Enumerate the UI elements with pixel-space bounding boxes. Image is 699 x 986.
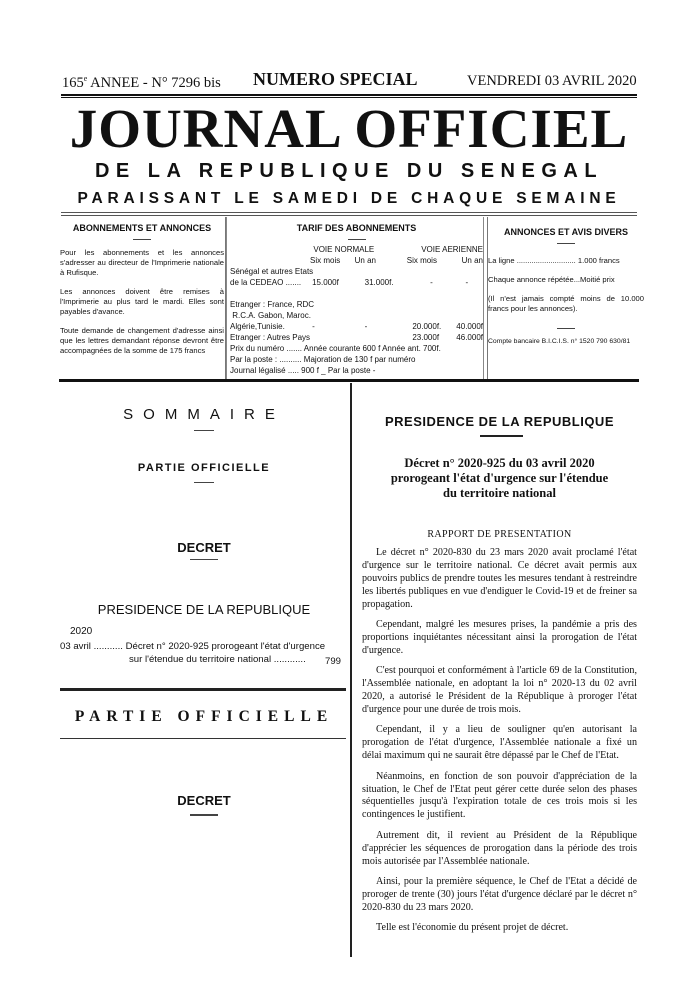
tariff-cell: 40.000f: [456, 322, 483, 331]
divider: [60, 814, 348, 816]
tariff-box: [225, 217, 488, 379]
header-rule-1: [61, 212, 637, 213]
tariff-cell: [230, 288, 232, 299]
toc-entry[interactable]: 03 avril ........... Décret n° 2020-925 prorogeant l'état d'urgence: [60, 641, 326, 652]
official-part-rule: [60, 738, 346, 739]
report-paragraph: C'est pourquoi et conformément à l'article 69 de la Constitution, l'Assemblée nationale, en adoptant la loi n° 2020-13 du 02 avril 2020, a autorisé le Président de la République à proroger l'état d'urgence pour une durée de trois mois.: [362, 665, 637, 715]
tariff-row: [230, 277, 483, 288]
subscriptions-box: [58, 217, 227, 379]
decree-title-line: Décret n° 2020-925 du 03 avril 2020: [404, 456, 595, 470]
report-paragraph: Cependant, il y a lieu de souligner qu'en autorisant la prorogation de l'état d'urgence, l'Assemblée nationale a fixé un délai maximum qui ne saurait être dépassé par le Chef de l'Etat.: [362, 724, 637, 762]
column-divider: [350, 383, 352, 957]
summary-year: 2020: [70, 626, 93, 637]
divider: [348, 239, 366, 240]
summary-presidency: PRESIDENCE DE LA REPUBLIQUE: [97, 602, 311, 617]
journal-title: JOURNAL OFFICIEL: [69, 98, 629, 159]
presidency-heading: PRESIDENCE DE LA REPUBLIQUE: [385, 414, 614, 429]
tariff-cell: [365, 332, 413, 343]
subscriptions-title: ABONNEMENTS ET ANNONCES: [72, 223, 212, 233]
summary-section-heading: PARTIE OFFICIELLE: [137, 462, 271, 474]
divider: [60, 559, 348, 560]
tariff-cell: Algérie,Tunisie.: [230, 322, 285, 331]
bank-account: Compte bancaire B.I.C.I.S. n° 1520 790 630/81: [488, 338, 631, 345]
minimum-note: (Il n'est jamais compté moins de 10.000 francs pour les annonces).: [488, 294, 644, 313]
tariff-row: [230, 299, 483, 310]
decree-title-line: prorogeant l'état d'urgence sur l'étendue: [390, 471, 609, 485]
publication-frequency: PARAISSANT LE SAMEDI DE CHAQUE SEMAINE: [77, 190, 621, 207]
issue-number: [62, 74, 221, 92]
tariff-line: Journal légalisé ..... 900 f _ Par la poste -: [230, 366, 376, 375]
header-bottom-rule: [59, 379, 639, 382]
announcements-box: [483, 217, 648, 379]
report-paragraph: Néanmoins, en fonction de son pouvoir d'appréciation de la situation, le Chef de l'Etat peut gérer cette durée selon des phases séquentielles jusqu'à l'expiration totale de ces trois mois si les contingences le justifient.: [362, 770, 637, 821]
tariff-line: Par la poste : .......... Majoration de 130 f par numéro: [230, 355, 416, 364]
official-part-heading: PARTIE OFFICIELLE: [74, 708, 334, 725]
tariff-cell: Etranger : Autres Pays: [230, 333, 311, 342]
tariff-cell: -: [364, 322, 368, 331]
divider: [133, 239, 151, 240]
tariff-line: Prix du numéro ....... Année courante 600 f Année ant. 700f.: [230, 344, 441, 353]
subscriptions-paragraph: Les annonces doivent être remises à l'Imprimerie au plus tard le mardi. Elles sont payables d'avance.: [60, 287, 224, 316]
divider: [557, 328, 575, 329]
tariff-cell: [230, 244, 313, 255]
divider: [557, 243, 575, 244]
tariff-cell: 31.000f.: [364, 278, 394, 287]
report-body: [362, 547, 637, 943]
announcements-title: ANNONCES ET AVIS DIVERS: [503, 227, 629, 237]
tariff-cell: [230, 255, 310, 266]
summary-decree-heading: DECRET: [177, 540, 231, 555]
report-paragraph: Ainsi, pour la première séquence, le Chef de l'Etat a décidé de proroger de trente (30) jours l'état d'urgence déclaré par le décret n° 2020-830 du 23 mars 2020.: [362, 875, 637, 913]
tariff-cell: Etranger : France, RDC: [230, 300, 315, 309]
divider: [60, 430, 348, 431]
tariff-cell: 20.000f.: [412, 322, 442, 331]
decree-title: [362, 456, 637, 501]
tariff-cell: -: [430, 278, 433, 287]
annee-sup: e: [83, 74, 88, 83]
summary-title: SOMMAIRE: [123, 406, 285, 423]
toc-page-number: 799: [325, 656, 342, 667]
tariff-cell: VOIE AERIENNE: [421, 245, 483, 254]
special-edition-label: NUMERO SPECIAL: [253, 69, 418, 89]
tariff-cell: Un an: [461, 256, 483, 265]
subscriptions-paragraph: Toute demande de changement d'adresse ainsi que les lettres demandant réponse devront être accompagnées de la somme de 175 francs: [60, 326, 224, 355]
masthead-rule: [61, 94, 637, 96]
tariff-cell: Un an: [354, 256, 376, 265]
divider: [480, 435, 523, 437]
tariff-cell: 23.000f: [412, 333, 440, 342]
tariff-table: [230, 244, 483, 343]
tariff-cell: 15.000f: [312, 278, 339, 287]
annee-num: 165: [62, 74, 84, 91]
tariff-row: [230, 332, 483, 343]
journal-subtitle: DE LA REPUBLIQUE DU SENEGAL: [94, 160, 604, 182]
tariff-cell: [312, 332, 365, 343]
price-per-line: La ligne ............................ 1.000 francs: [488, 256, 620, 265]
decree-title-line: du territoire national: [443, 486, 556, 500]
report-paragraph: Le décret n° 2020-830 du 23 mars 2020 avait proclamé l'état d'urgence sur le territoire national. Ce décret avait permis aux pouvoirs publics de prendre toutes les mesures tendant à restreindre les libertés publiques en vue d'endiguer le Covid-19 et de freiner sa propagation.: [362, 547, 637, 610]
toc-entry-continuation[interactable]: sur l'étendue du territoire national ............: [129, 654, 306, 665]
tariff-cell: R.C.A. Gabon, Maroc.: [230, 311, 311, 320]
tariff-cell: -: [312, 322, 315, 331]
tariff-row: [230, 255, 483, 266]
tariff-cell: Six mois: [310, 256, 341, 265]
tariff-cell: -: [465, 278, 469, 287]
report-paragraph: Telle est l'économie du présent projet de décret.: [376, 922, 569, 934]
tariff-cell: Six mois: [406, 256, 437, 265]
tariff-cell: Sénégal et autres Etats: [230, 267, 314, 276]
annee-rest: ANNEE - N° 7296 bis: [87, 74, 221, 91]
issue-date: VENDREDI 03 AVRIL 2020: [467, 73, 637, 89]
tariff-row: [230, 244, 483, 255]
divider: [60, 482, 348, 483]
decree-heading: DECRET: [177, 793, 231, 808]
tariff-row: [230, 321, 483, 332]
repeated-price: Chaque annonce répétée...Moitié prix: [488, 275, 615, 284]
report-paragraph: Cependant, malgré les mesures prises, la pandémie a pris des proportions inquiétantes nécessitant ainsi la prorogation de l'état d'urgence.: [362, 619, 637, 656]
tariff-cell: 46.000f: [456, 333, 483, 342]
summary-rule: [60, 688, 346, 691]
report-heading: RAPPORT DE PRESENTATION: [427, 529, 572, 540]
tariff-title: TARIF DES ABONNEMENTS: [296, 223, 417, 233]
tariff-row: [230, 266, 483, 277]
tariff-row: [230, 310, 483, 321]
tariff-cell: VOIE NORMALE: [313, 245, 375, 254]
tariff-row: [230, 288, 483, 299]
subscriptions-paragraph: Pour les abonnements et les annonces s'adresser au directeur de l'Imprimerie nationale à Rufisque.: [60, 248, 224, 277]
report-paragraph: Autrement dit, il revient au Président de la République d'apprécier les séquences de prorogation dans la période des trois mois autorisée par l'Assemblée nationale.: [362, 829, 637, 867]
tariff-cell: de la CEDEAO .......: [230, 278, 302, 287]
header-rule-2: [61, 215, 637, 216]
